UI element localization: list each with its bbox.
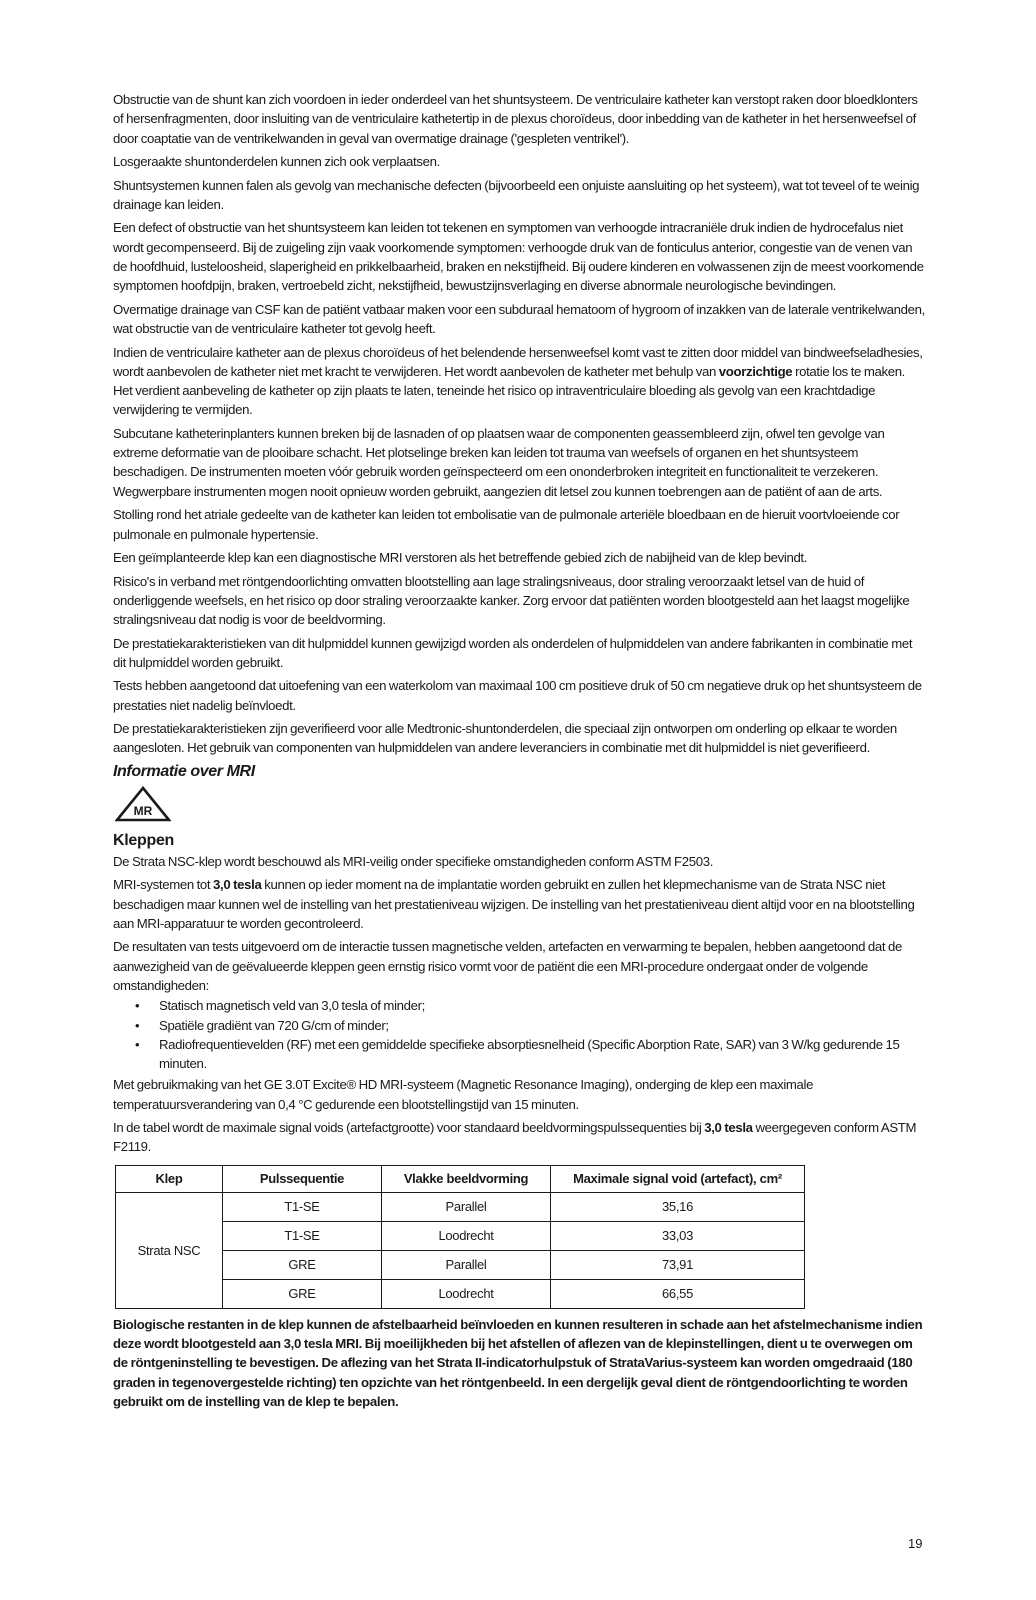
text-run: kunnen op ieder moment na de implantatie worden gebruikt en zullen het klepmechanisme van de Strata NSC niet beschadigen maar kunnen wel de instelling van het prestatieniveau wijzigen. De instelling van het prestatieniveau dient altijd voor en na blootstelling aan MRI-apparatuur te worden gecontroleerd. xyxy=(113,877,915,931)
paragraph-clotting: Stolling rond het atriale gedeelte van de katheter kan leiden tot embolisatie van de pulmonale arteriële bloedbaan en de hieruit voortvloeiende cor pulmonale en pulmonale hypertensie. xyxy=(113,507,900,542)
valve-name-cell: Strata NSC xyxy=(116,1192,223,1308)
paragraph-overdrainage: Overmatige drainage van CSF kan de patiënt vatbaar maken voor een subduraal hematoom of hygroom of inzakken van de laterale ventrikelwanden, wat obstructie van de ventriculaire katheter tot gevolg heeft. xyxy=(113,301,925,337)
paragraph-verification: De prestatiekarakteristieken zijn geverifieerd voor alle Medtronic-shuntonderdelen, die speciaal zijn ontworpen om onderling op elkaar te worden aangesloten. Het gebruik van componenten van hulpmiddelen van andere leveranciers in combinatie met dit hulpmiddel is niet geverifieerd. xyxy=(113,721,897,756)
table-cell: Loodrecht xyxy=(382,1279,551,1308)
paragraph-shunt-obstruction: Obstructie van de shunt kan zich voordoen in ieder onderdeel van het shuntsysteem. De ventriculaire katheter kan verstopt raken door bloedklonters of hersenfragmenten, door insluiting van de ventriculaire kathetertip in de plexus choroïdeus, door inbedding van de katheter in het hersenweefsel of door coaptatie van de ventrikelwanden in geval van overmatige drainage ('gespleten ventrikel'). xyxy=(113,92,918,146)
table-cell: 33,03 xyxy=(551,1221,805,1250)
table-cell: 35,16 xyxy=(551,1192,805,1221)
paragraph-implanter-breakage: Subcutane katheterinplanters kunnen breken bij de lasnaden of op plaatsen waar de componenten geassembleerd zijn, ofwel ten gevolge van extreme deformatie van de plooibare schacht. Het plotselinge breken kan leiden tot trauma van weefsels of organen en het shuntsysteem beschadigen. De instrumenten moeten vóór gebruik worden geïnspecteerd om een ononderbroken integriteit en functionaliteit te verzekeren. Wegwerpbare instrumenten mogen nooit opnieuw worden gebruikt, aangezien dit letsel zou kunnen toebrengen aan de patiënt of aan de arts. xyxy=(113,425,885,499)
paragraph-performance-other-manufacturers: De prestatiekarakteristieken van dit hulpmiddel kunnen gewijzigd worden als onderdelen of hulpmiddelen van andere fabrikanten in combinatie met dit hulpmiddel worden gebruikt. xyxy=(113,635,913,670)
conditions-list xyxy=(113,996,925,1073)
paragraph-signal-voids xyxy=(113,1118,925,1157)
bold-text: 3,0 tesla xyxy=(213,877,262,893)
table-header-row xyxy=(116,1165,805,1192)
column-header: Pulssequentie xyxy=(223,1165,382,1192)
mri-warning-paragraph: Biologische restanten in de klep kunnen de afstelbaarheid beïnvloeden en kunnen resulteren in schade aan het afstelmechanisme indien deze wordt blootgesteld aan 3,0 tesla MRI. Bij moeilijkheden bij het afstellen of aflezen van de klepinstellingen, dient u te overwegen om de röntgeninstelling te bevestigen. De aflezing van het Strata II-indicatorhulpstuk of StrataVarius-systeem kan worden omgedraaid (180 graden in tegenovergestelde richting) ten opzichte van het röntgenbeeld. In een dergelijk geval dient de röntgendoorlichting te worden gebruikt om de instelling van de klep te bepalen. xyxy=(113,1316,923,1409)
table-row xyxy=(116,1192,805,1221)
column-header: Klep xyxy=(116,1165,223,1192)
paragraph-temperature-change: Met gebruikmaking van het GE 3.0T Excite® HD MRI-systeem (Magnetic Resonance Imaging), onderging de klep een maximale temperatuursverandering van 0,4 °C gedurende een blootstellingstijd van 15 minuten. xyxy=(113,1077,814,1112)
table-cell: T1-SE xyxy=(223,1221,382,1250)
text-run: rotatie los te maken. Het verdient aanbeveling de katheter op zijn plaats te laten, teneinde het risico op intraventriculaire bloeding als gevolg van een krachtdadige verwijdering te vermijden. xyxy=(113,363,905,418)
list-item: • Spatiële gradiënt van 720 G/cm of minder; xyxy=(135,1016,925,1035)
table-cell: GRE xyxy=(223,1279,382,1308)
table-cell: Parallel xyxy=(382,1192,551,1221)
table-cell: Loodrecht xyxy=(382,1221,551,1250)
table-cell: Parallel xyxy=(382,1250,551,1279)
mri-section-heading: Informatie over MRI xyxy=(113,762,255,780)
mr-icon-label: MR xyxy=(133,803,153,818)
text-run: MRI-systemen tot xyxy=(113,877,214,893)
text-run: Indien de ventriculaire katheter aan de plexus choroïdeus of het belendende hersenweefsel komt vast te zitten door middel van bindweefseladhesies, wordt aanbevolen de katheter niet met kracht te verwijderen. Het wordt aanbevolen de katheter met behulp van xyxy=(113,344,923,379)
bold-text: voorzichtige xyxy=(718,363,793,379)
paragraph-mri-interference: Een geïmplanteerde klep kan een diagnostische MRI verstoren als het betreffende gebied zich de nabijheid van de klep bevindt. xyxy=(113,550,808,566)
paragraph-test-results: De resultaten van tests uitgevoerd om de interactie tussen magnetische velden, artefacten en verwarming te bepalen, hebben aangetoond dat de aanwezigheid van de geëvalueerde kleppen geen ernstig risico vormt voor de patiënt die een MRI-procedure ondergaat onder de volgende omstandigheden: xyxy=(113,939,902,993)
valves-subheading: Kleppen xyxy=(113,831,175,849)
text-run: In de tabel wordt de maximale signal voids (artefactgrootte) voor standaard beeldvormingspulssequenties bij xyxy=(113,1120,705,1136)
bold-text: 3,0 tesla xyxy=(704,1120,753,1136)
paragraph-intracranial-pressure: Een defect of obstructie van het shuntsysteem kan leiden tot tekenen en symptomen van verhoogde intracraniële druk indien de hydrocefalus niet wordt gecompenseerd. Bij de zuigeling zijn vaak voorkomende symptomen: verhoogde druk van de fonticulus anterior, congestie van de venen van de hoofdhuid, lusteloosheid, slaperigheid en prikkelbaarheid, braken en nekstijfheid. Bij oudere kinderen en volwassenen zijn de meest voorkomende symptomen hoofdpijn, braken, vertroebeld zicht, nekstijfheid, bewustzijnsverlaging en diverse abnormale neurologische bevindingen. xyxy=(113,220,924,294)
table-cell: 73,91 xyxy=(551,1250,805,1279)
table-cell: 66,55 xyxy=(551,1279,805,1308)
table-cell: T1-SE xyxy=(223,1192,382,1221)
page-number: 19 xyxy=(908,1536,923,1551)
paragraph-loose-parts: Losgeraakte shuntonderdelen kunnen zich ook verplaatsen. xyxy=(113,154,440,170)
paragraph-mechanical-defects: Shuntsystemen kunnen falen als gevolg van mechanische defecten (bijvoorbeeld een onjuiste aansluiting op het systeem), wat tot teveel of te weinig drainage kan leiden. xyxy=(113,177,920,212)
table-cell: GRE xyxy=(223,1250,382,1279)
signal-void-table xyxy=(115,1165,805,1309)
text-run: weergegeven conform ASTM F2119. xyxy=(113,1120,917,1155)
column-header: Vlakke beeldvorming xyxy=(382,1165,551,1192)
list-item: • Radiofrequentievelden (RF) met een gemiddelde specifieke absorptiesnelheid (Specific Aborption Rate, SAR) van 3 W/kg gedurende 15 minuten. xyxy=(135,1035,925,1074)
list-item: • Statisch magnetisch veld van 3,0 tesla of minder; xyxy=(135,996,925,1015)
paragraph-water-column-tests: Tests hebben aangetoond dat uitoefening van een waterkolom van maximaal 100 cm positieve druk of 50 cm negatieve druk op het shuntsysteem de prestaties niet nadelig beïnvloedt. xyxy=(113,678,922,713)
page-content xyxy=(113,90,925,1411)
paragraph-catheter-removal xyxy=(113,343,925,420)
paragraph-mri-systems xyxy=(113,875,925,933)
paragraph-fluoroscopy-risks: Risico's in verband met röntgendoorlichting omvatten blootstelling aan lage stralingsniveaus, door straling veroorzaakt letsel van de huid of onderliggende weefsels, en het risico op door straling veroorzaakte kanker. Zorg ervoor dat patiënten worden blootgesteld aan het laagst mogelijke stralingsniveau dat nodig is voor de beeldvorming. xyxy=(113,573,910,628)
paragraph-mri-safe: De Strata NSC-klep wordt beschouwd als MRI-veilig onder specifieke omstandigheden conform ASTM F2503. xyxy=(113,853,714,869)
mr-conditional-icon xyxy=(115,786,171,822)
column-header: Maximale signal void (artefact), cm² xyxy=(551,1165,805,1192)
